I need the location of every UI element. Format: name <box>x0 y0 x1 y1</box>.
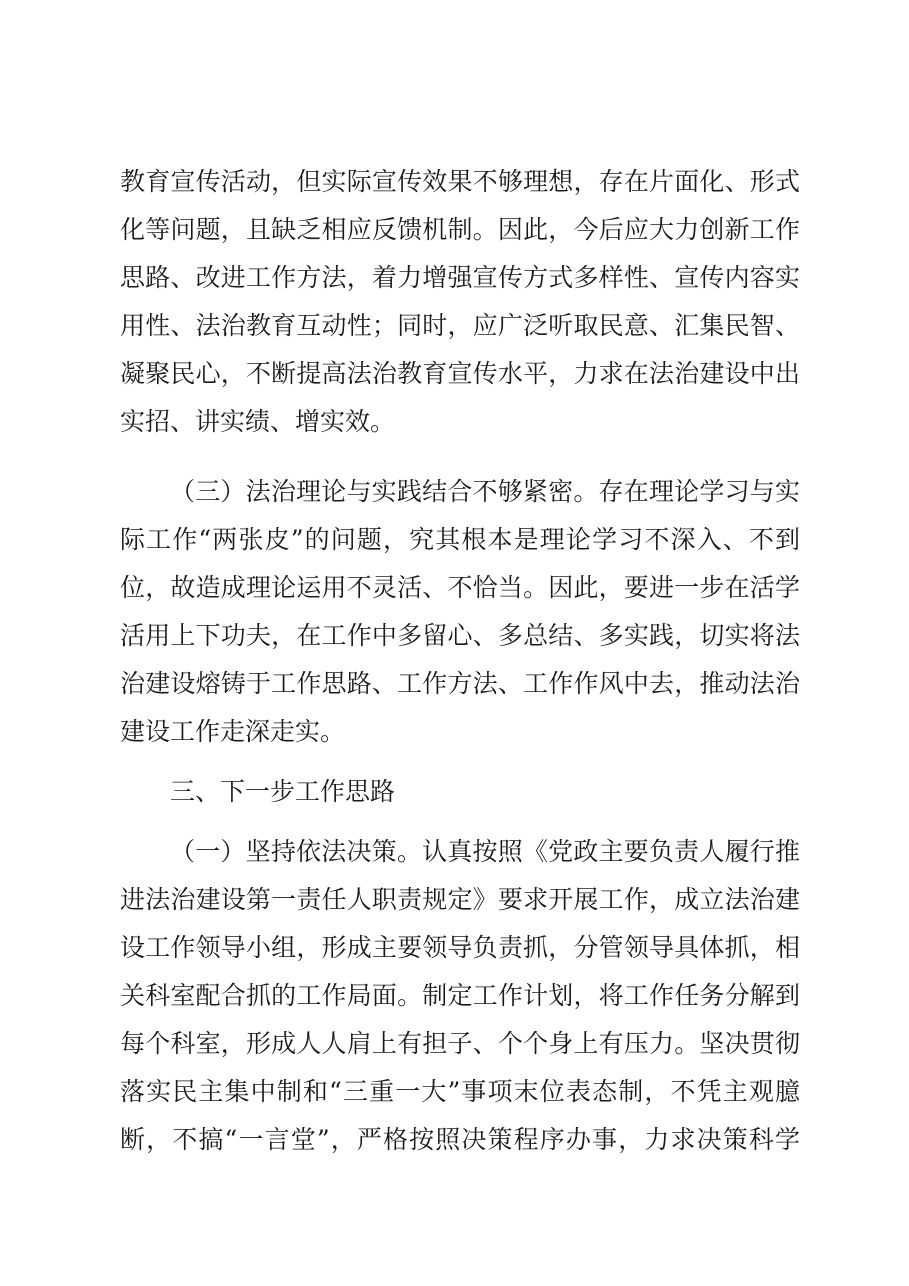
text-line: 思路、改进工作方法，着力增强宣传方式多样性、宣传内容实 <box>120 263 800 292</box>
text-line: 用性、法治教育互动性；同时，应广泛听取民意、汇集民智、 <box>120 311 800 340</box>
text-line: 关科室配合抓的工作局面。制定工作计划，将工作任务分解到 <box>120 981 800 1010</box>
text-line: （三）法治理论与实践结合不够紧密。存在理论学习与实 <box>170 477 800 506</box>
text-line: 教育宣传活动，但实际宣传效果不够理想，存在片面化、形式 <box>120 167 800 196</box>
text-line: 治建设熔铸于工作思路、工作方法、工作作风中去，推动法治 <box>120 669 800 698</box>
text-line: 设工作领导小组，形成主要领导负责抓，分管领导具体抓，相 <box>120 933 800 962</box>
text-line: 每个科室，形成人人肩上有担子、个个身上有压力。坚决贯彻 <box>120 1029 800 1058</box>
text-line: 断，不搞“一言堂”，严格按照决策程序办事，力求决策科学 <box>120 1125 800 1154</box>
text-line: 化等问题，且缺乏相应反馈机制。因此，今后应大力创新工作 <box>120 215 800 244</box>
text-line: 落实民主集中制和“三重一大”事项末位表态制，不凭主观臆 <box>120 1077 800 1106</box>
text-line: 建设工作走深走实。 <box>120 717 346 746</box>
text-line: 实招、讲实绩、增实效。 <box>120 407 396 436</box>
section-heading: 三、下一步工作思路 <box>170 777 396 806</box>
text-line: 际工作“两张皮”的问题，究其根本是理论学习不深入、不到 <box>120 525 800 554</box>
text-line: 活用上下功夫，在工作中多留心、多总结、多实践，切实将法 <box>120 621 800 650</box>
text-line: 凝聚民心，不断提高法治教育宣传水平，力求在法治建设中出 <box>120 359 800 388</box>
text-line: 进法治建设第一责任人职责规定》要求开展工作，成立法治建 <box>120 885 800 914</box>
text-line: （一）坚持依法决策。认真按照《党政主要负责人履行推 <box>170 837 800 866</box>
text-line: 位，故造成理论运用不灵活、不恰当。因此，要进一步在活学 <box>120 573 800 602</box>
